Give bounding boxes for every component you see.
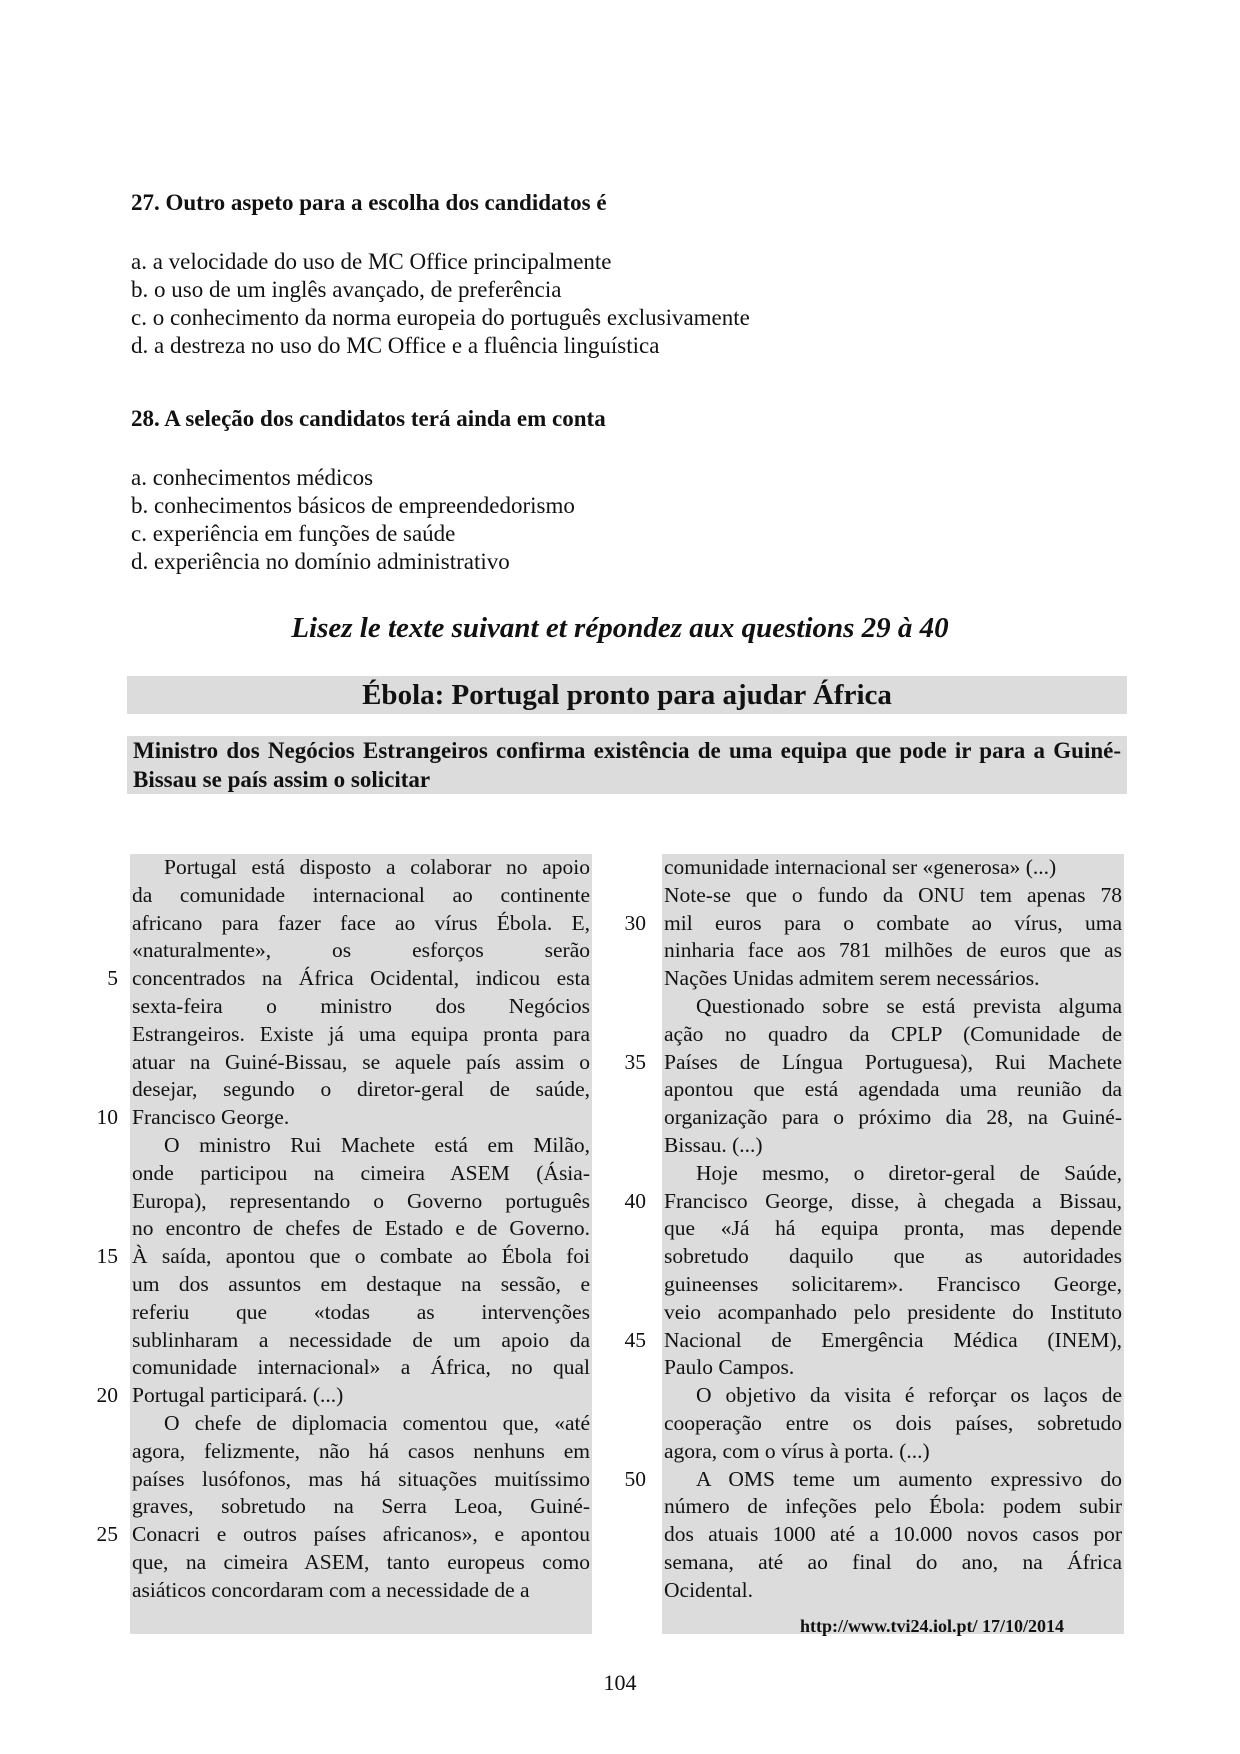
line-number: 45: [624, 1327, 646, 1352]
article-line: comunidade internacional ser «generosa» (...): [664, 855, 1057, 879]
article-line: Portugal está disposto a colaborar no apoio: [164, 855, 590, 879]
line-number: 40: [624, 1188, 646, 1213]
article-line: que «Já há equipa pronta, mas depende: [664, 1216, 1122, 1241]
article-column-right: [662, 854, 1124, 1634]
article-line: Questionado sobre se está prevista alguma: [696, 993, 1122, 1018]
article-line: onde participou na cimeira ASEM (Ásia-: [132, 1160, 590, 1185]
article-line: atuar na Guiné-Bissau, se aquele país assim o: [132, 1049, 590, 1074]
article-line: À saída, apontou que o combate ao Ébola foi: [132, 1244, 590, 1269]
article-line: sublinharam a necessidade de um apoio da: [132, 1327, 590, 1352]
article-line: número de infeções pelo Ébola: podem subir: [664, 1494, 1122, 1519]
article-line: países lusófonos, mas há situações muitíssimo: [132, 1466, 590, 1491]
article-line: Note-se que o fundo da ONU tem apenas 78: [664, 882, 1122, 907]
article-line: O ministro Rui Machete está em Milão,: [164, 1132, 590, 1157]
article-line: A OMS teme um aumento expressivo do: [696, 1466, 1122, 1491]
article-line: concentrados na África Ocidental, indicou esta: [132, 966, 590, 991]
article-line: Nacional de Emergência Médica (INEM),: [664, 1327, 1122, 1352]
article-line: que, na cimeira ASEM, tanto europeus como: [132, 1549, 590, 1574]
article-line: semana, até ao final do ano, na África: [664, 1549, 1122, 1574]
article-line: sobretudo daquilo que as autoridades: [664, 1244, 1122, 1269]
article-line: Conacri e outros países africanos», e apontou: [132, 1522, 590, 1547]
article-line: desejar, segundo o diretor-geral de saúde,: [132, 1077, 590, 1102]
article-line: Europa), representando o Governo português: [132, 1188, 590, 1213]
article-line: guineenses solicitarem». Francisco George,: [664, 1271, 1122, 1296]
article-line: Países de Língua Portuguesa), Rui Machete: [664, 1049, 1122, 1074]
article-title: Ébola: Portugal pronto para ajudar África: [127, 676, 1127, 714]
article-line: comunidade internacional» a África, no qual: [132, 1355, 590, 1380]
article-line: africano para fazer face ao vírus Ébola. E,: [132, 910, 590, 935]
article-line: ninharia face aos 781 milhões de euros que as: [664, 938, 1122, 963]
article-line: cooperação entre os dois países, sobretudo: [664, 1410, 1122, 1435]
article-line: O objetivo da visita é reforçar os laços de: [696, 1383, 1122, 1408]
question-27-title: 27. Outro aspeto para a escolha dos candidatos é: [131, 190, 607, 215]
question-28-option-c: c. experiência em funções de saúde: [131, 521, 456, 546]
article-line: «naturalmente», os esforços serão: [132, 938, 590, 963]
question-27-option-a: a. a velocidade do uso de MC Office principalmente: [131, 249, 612, 274]
line-number: 30: [624, 910, 646, 935]
article-line: O chefe de diplomacia comentou que, «até: [164, 1410, 590, 1435]
line-number: 5: [107, 966, 118, 991]
article-line: Paulo Campos.: [664, 1355, 795, 1380]
article-line: Portugal participará. (...): [132, 1383, 344, 1408]
article-line: agora, com o vírus à porta. (...): [664, 1438, 930, 1463]
article-column-left: [130, 854, 592, 1634]
article-line: Hoje mesmo, o diretor-geral de Saúde,: [696, 1160, 1122, 1185]
article-line: Ocidental.: [664, 1577, 753, 1602]
article-line: sexta-feira o ministro dos Negócios: [132, 993, 590, 1018]
line-number: 20: [96, 1383, 118, 1408]
page-number: 104: [603, 1670, 637, 1695]
question-28-option-a: a. conhecimentos médicos: [131, 465, 374, 490]
question-28-option-b: b. conhecimentos básicos de empreendedorismo: [131, 493, 575, 518]
question-27-option-d: d. a destreza no uso do MC Office e a fluência linguística: [131, 333, 660, 358]
source-citation: http://www.tvi24.iol.pt/ 17/10/2014: [800, 1616, 1065, 1636]
article-line: Nações Unidas admitem serem necessários.: [664, 966, 1040, 991]
article-line: no encontro de chefes de Estado e de Governo.: [132, 1216, 590, 1241]
question-27-option-c: c. o conhecimento da norma europeia do português exclusivamente: [131, 305, 750, 330]
article-line: graves, sobretudo na Serra Leoa, Guiné-: [132, 1494, 590, 1519]
article-line: mil euros para o combate ao vírus, uma: [664, 910, 1122, 935]
article-line: agora, felizmente, não há casos nenhuns em: [132, 1438, 590, 1463]
article-line: Francisco George.: [132, 1105, 290, 1130]
article-line: dos atuais 1000 até a 10.000 novos casos por: [664, 1522, 1122, 1547]
line-number: 15: [96, 1244, 118, 1269]
line-number: 50: [624, 1466, 646, 1491]
reading-instruction: Lisez le texte suivant et répondez aux questions 29 à 40: [291, 612, 949, 644]
line-number: 25: [96, 1522, 118, 1547]
question-28-option-d: d. experiência no domínio administrativo: [131, 549, 510, 574]
article-line: veio acompanhado pelo presidente do Instituto: [664, 1299, 1122, 1324]
article-line: Francisco George, disse, à chegada a Bissau,: [664, 1188, 1122, 1213]
article-line: ação no quadro da CPLP (Comunidade de: [664, 1021, 1122, 1046]
line-number: 10: [96, 1105, 118, 1130]
article-line: organização para o próximo dia 28, na Guiné-: [664, 1105, 1122, 1130]
article-line: asiáticos concordaram com a necessidade de a: [132, 1577, 530, 1602]
article-line: apontou que está agendada uma reunião da: [664, 1077, 1122, 1102]
article-line: um dos assuntos em destaque na sessão, e: [132, 1271, 590, 1296]
article-line: da comunidade internacional ao continente: [132, 882, 590, 907]
article-line: Estrangeiros. Existe já uma equipa pronta para: [132, 1021, 590, 1046]
article-line: Bissau. (...): [664, 1132, 763, 1157]
article-subtitle: Ministro dos Negócios Estrangeiros confirma existência de uma equipa que pode ir para a Guiné-Bissau se país assim o solicitar: [127, 736, 1127, 794]
question-27-option-b: b. o uso de um inglês avançado, de preferência: [131, 277, 562, 302]
line-number: 35: [624, 1049, 646, 1074]
article-line: referiu que «todas as intervenções: [132, 1299, 590, 1324]
question-28-title: 28. A seleção dos candidatos terá ainda em conta: [131, 406, 606, 431]
